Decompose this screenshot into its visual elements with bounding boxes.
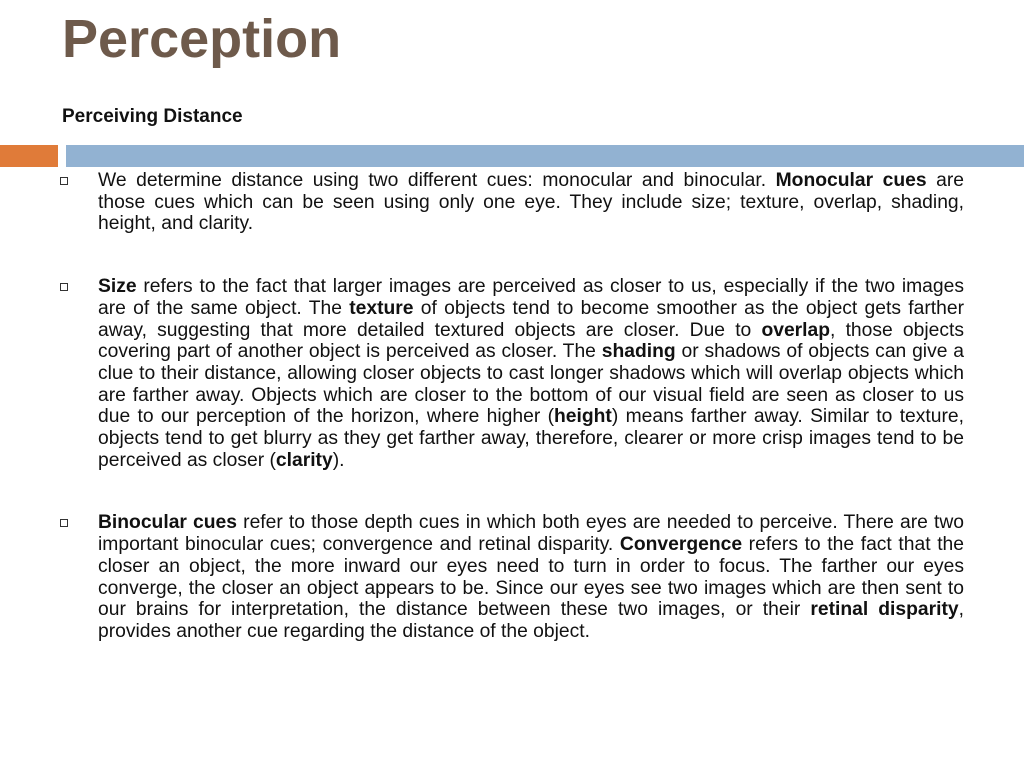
text-segment: ) means farther away. Similar to texture, objects tend to get blurry as they get farther away, therefore, clearer or more crisp images tend to be perceived as closer (: [98, 406, 964, 471]
bullet-text: [98, 512, 964, 642]
text-segment-bold: clarity: [275, 449, 333, 471]
text-segment-bold: Convergence: [619, 534, 743, 556]
accent-band-blue: [66, 145, 1024, 167]
bullet-binocular-cues: [60, 512, 964, 642]
text-segment: refers to the fact that the closer an object, the more inward our eyes need to turn in order to focus. The farther our eyes converge, the closer an object appears to be. Since our eyes see two images which are then sent to our brains for interpretation, the distance between these two images, or their: [98, 534, 965, 621]
accent-band-orange: [0, 145, 58, 167]
text-segment-bold: Size: [98, 276, 137, 298]
text-segment: are those cues which can be seen using only one eye. They include size; texture, overlap, shading, height, and clarity.: [98, 170, 964, 235]
text-segment-bold: shading: [601, 341, 676, 363]
bullet-text: [98, 276, 964, 471]
text-segment-bold: Binocular cues: [98, 512, 238, 534]
text-segment: ).: [332, 449, 345, 471]
slide-subtitle: Perceiving Distance: [62, 106, 243, 127]
text-segment-bold: Monocular cues: [775, 170, 927, 191]
bullet-monocular-details: [60, 276, 964, 471]
text-segment: refers to the fact that larger images are perceived as closer to us, especially if the two images are of the same object. The: [98, 276, 964, 319]
text-segment: , provides another cue regarding the distance of the object.: [98, 599, 964, 642]
text-segment-bold: height: [554, 406, 612, 428]
square-bullet-icon: [60, 177, 68, 185]
square-bullet-icon: [60, 283, 68, 291]
slide-title: Perception: [62, 9, 342, 69]
text-segment-bold: overlap: [761, 319, 831, 341]
bullet-text: [98, 170, 964, 235]
bullet-list: [60, 170, 964, 643]
text-segment-bold: retinal disparity: [810, 599, 959, 621]
text-segment: refer to those depth cues in which both eyes are needed to perceive. There are two important binocular cues; convergence and retinal disparity.: [98, 512, 964, 556]
text-segment: of objects tend to become smoother as the object gets farther away, suggesting that more detailed textured objects are closer. Due to: [98, 297, 964, 341]
text-segment-bold: texture: [349, 297, 414, 319]
text-segment: We determine distance using two different cues: monocular and binocular.: [98, 170, 776, 191]
bullet-monocular-cues: [60, 170, 964, 235]
text-segment: or shadows of objects can give a clue to their distance, allowing closer objects to cast longer shadows which will overlap objects which are farther away. Objects which are closer to the bottom of our visual field are seen as closer to us due to our perception of the horizon, where higher (: [98, 341, 964, 428]
square-bullet-icon: [60, 519, 68, 527]
text-segment: , those objects covering part of another object is perceived as closer. The: [98, 319, 964, 363]
